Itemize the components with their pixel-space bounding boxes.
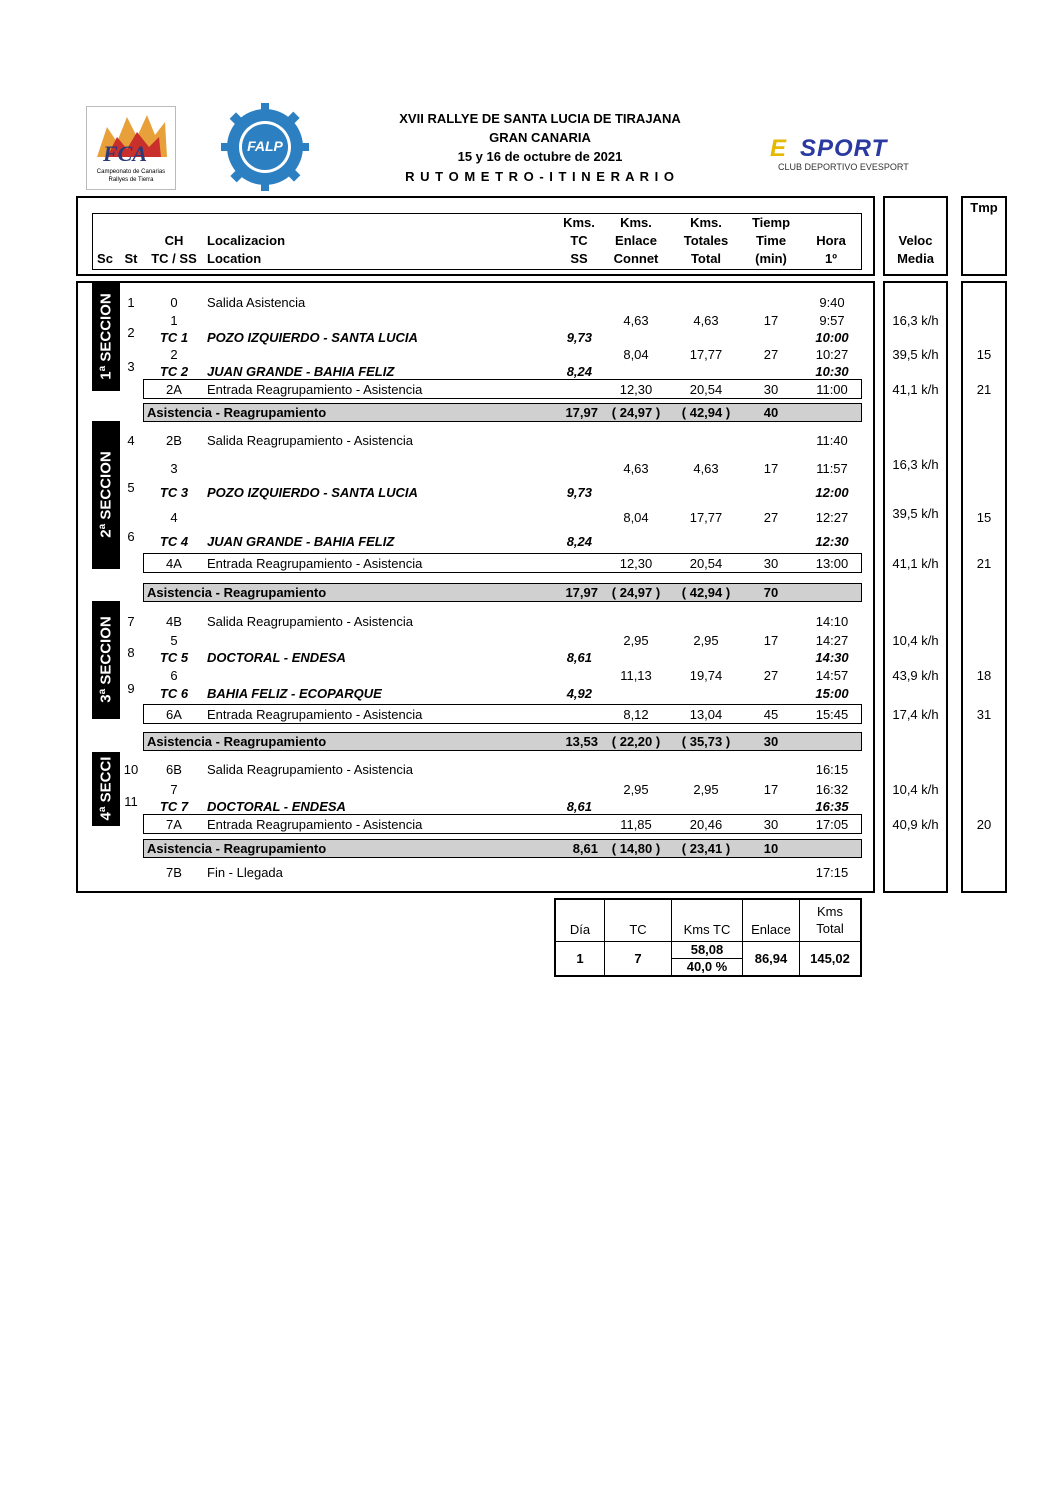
row-control: 6B [166, 762, 182, 777]
row-tmp: 20 [976, 817, 992, 832]
evesport-logo [770, 135, 915, 175]
col-kmtc-3: SS [570, 251, 588, 266]
row-minutes: 30 [763, 382, 779, 397]
subtotal-minutes: 70 [763, 585, 779, 600]
row-location: Entrada Reagrupamiento - Asistencia [207, 382, 423, 397]
row-kms-total: 4,63 [693, 313, 719, 328]
row-hora: 9:40 [819, 295, 845, 310]
row-location: POZO IZQUIERDO - SANTA LUCIA [207, 330, 418, 345]
row-control: TC 3 [159, 485, 189, 500]
summary-h-dia: Día [555, 899, 605, 941]
row-kms-tc: 9,73 [566, 330, 592, 345]
section-4-bar [92, 752, 120, 826]
col-kmtot-1: Kms. [690, 215, 722, 230]
summary-h-tc: TC [605, 899, 672, 941]
row-hora: 12:00 [815, 485, 849, 500]
row-kms-enlace: 11,13 [620, 668, 652, 683]
subtotal-enlace: ( 24,97 ) [611, 405, 661, 420]
row-control: 6 [170, 668, 178, 683]
row-hora: 10:27 [815, 347, 849, 362]
row-hora: 12:27 [815, 510, 849, 525]
row-kms-enlace: 12,30 [619, 382, 653, 397]
row-kms-enlace: 4,63 [623, 313, 649, 328]
row-hora: 15:00 [815, 686, 849, 701]
row-kms-tc: 9,73 [566, 485, 592, 500]
row-kms-total: 13,04 [689, 707, 723, 722]
col-kmtc-2: TC [570, 233, 588, 248]
row-control: 7A [166, 817, 182, 832]
row-kms-enlace: 2,95 [623, 633, 649, 648]
col-veloc-1: Veloc [898, 233, 933, 248]
subtotal-minutes: 10 [763, 841, 779, 856]
row-st: 9 [127, 681, 135, 696]
row-hora: 16:35 [815, 799, 849, 814]
subtotal-total: ( 42,94 ) [681, 405, 731, 420]
row-hora: 12:30 [815, 534, 849, 549]
row-control: TC 1 [159, 330, 189, 345]
row-st: 3 [127, 359, 135, 374]
summary-table [554, 898, 862, 977]
row-location: Entrada Reagrupamiento - Asistencia [207, 707, 423, 722]
row-kms-total: 17,77 [689, 510, 723, 525]
subtotal-kmtc: 13,53 [565, 734, 598, 749]
title-subtitle: R U T O M E T R O - I T I N E R A R I O [405, 169, 675, 184]
row-hora: 10:00 [815, 330, 849, 345]
title-dates: 15 y 16 de octubre de 2021 [457, 149, 623, 164]
row-kms-tc: 8,61 [566, 799, 592, 814]
row-control: TC 7 [159, 799, 189, 814]
row-minutes: 27 [763, 668, 779, 683]
col-veloc-2: Media [897, 251, 934, 266]
col-loc-2: Location [207, 251, 262, 266]
row-location: Salida Asistencia [207, 295, 306, 310]
row-minutes: 30 [763, 556, 779, 571]
row-hora: 9:57 [819, 313, 845, 328]
row-st: 8 [127, 645, 135, 660]
section-3-label: 3ª SECCION [97, 616, 115, 703]
row-st: 2 [127, 325, 135, 340]
row-kms-total: 17,77 [689, 347, 723, 362]
row-location: Entrada Reagrupamiento - Asistencia [207, 556, 423, 571]
section-2-label: 2ª SECCION [97, 451, 115, 538]
row-veloc: 10,4 k/h [892, 633, 939, 648]
row-veloc: 10,4 k/h [892, 782, 939, 797]
col-tmp: Tmp [970, 200, 998, 215]
row-veloc: 41,1 k/h [892, 382, 939, 397]
row-hora: 16:15 [815, 762, 849, 777]
summary-h-total: Kms Total [800, 899, 862, 941]
row-kms-enlace: 2,95 [623, 782, 649, 797]
row-st: 10 [123, 762, 139, 777]
row-hora: 11:57 [816, 461, 848, 476]
row-kms-total: 2,95 [693, 633, 719, 648]
evesport-e-mark: E [770, 135, 787, 162]
row-kms-total: 2,95 [693, 782, 719, 797]
subtotal-label: Asistencia - Reagrupamiento [147, 585, 327, 600]
row-location: Salida Reagrupamiento - Asistencia [207, 762, 413, 777]
row-st: 5 [127, 480, 135, 495]
row-control: 0 [170, 295, 178, 310]
col-kmtot-3: Total [690, 251, 722, 266]
section-2-bar [92, 421, 120, 569]
row-hora: 17:15 [815, 865, 849, 880]
summary-pct: 40,0 % [686, 958, 728, 974]
fca-logo [86, 106, 176, 190]
summary-enlace: 86,94 [743, 941, 800, 976]
col-time-1: Tiemp [751, 215, 791, 230]
row-veloc: 41,1 k/h [892, 556, 939, 571]
section-3-bar [92, 601, 120, 719]
subtotal-label: Asistencia - Reagrupamiento [147, 841, 327, 856]
row-kms-enlace: 8,04 [623, 510, 649, 525]
row-control: 6A [166, 707, 182, 722]
row-control: 2B [166, 433, 182, 448]
section-1-label: 1ª SECCION [97, 293, 115, 380]
section-1-bar [92, 283, 120, 391]
evesport-text: SPORT [800, 135, 888, 162]
col-hora-2: 1º [825, 251, 837, 266]
row-control: 3 [170, 461, 178, 476]
subtotal-total: ( 23,41 ) [681, 841, 731, 856]
row-hora: 13:00 [815, 556, 849, 571]
row-veloc: 39,5 k/h [892, 506, 939, 521]
subtotal-label: Asistencia - Reagrupamiento [147, 734, 327, 749]
col-st: St [124, 251, 138, 266]
row-kms-total: 20,54 [689, 382, 723, 397]
row-tmp: 15 [976, 510, 992, 525]
row-hora: 10:30 [815, 364, 849, 379]
row-location: DOCTORAL - ENDESA [207, 799, 346, 814]
col-sc: Sc [97, 251, 113, 266]
row-kms-total: 19,74 [689, 668, 723, 683]
summary-h-enlace: Enlace [743, 899, 800, 941]
row-control: 4 [170, 510, 178, 525]
subtotal-kmtc: 17,97 [565, 585, 598, 600]
row-control: 4B [166, 614, 182, 629]
row-st: 7 [127, 614, 135, 629]
row-location: POZO IZQUIERDO - SANTA LUCIA [207, 485, 418, 500]
row-minutes: 27 [763, 510, 779, 525]
col-kmen-1: Kms. [620, 215, 652, 230]
subtotal-enlace: ( 22,20 ) [611, 734, 661, 749]
row-control: 1 [170, 313, 178, 328]
row-hora: 11:00 [816, 382, 848, 397]
row-minutes: 17 [763, 313, 779, 328]
subtotal-label: Asistencia - Reagrupamiento [147, 405, 327, 420]
row-minutes: 17 [763, 461, 779, 476]
row-kms-total: 20,46 [689, 817, 723, 832]
row-tmp: 18 [976, 668, 992, 683]
row-hora: 14:57 [815, 668, 849, 683]
row-hora: 14:10 [815, 614, 849, 629]
row-kms-enlace: 12,30 [619, 556, 653, 571]
row-tmp: 21 [976, 382, 992, 397]
subtotal-kmtc: 17,97 [565, 405, 598, 420]
row-control: TC 2 [159, 364, 189, 379]
row-kms-tc: 8,24 [566, 534, 592, 549]
row-veloc: 17,4 k/h [892, 707, 939, 722]
row-minutes: 17 [763, 633, 779, 648]
row-control: 7 [170, 782, 178, 797]
row-tmp: 15 [976, 347, 992, 362]
row-kms-enlace: 8,12 [623, 707, 649, 722]
col-ch-2: TC / SS [151, 251, 197, 266]
summary-total: 145,02 [800, 941, 862, 976]
veloc-body-frame [883, 281, 948, 893]
fca-text: FCA [103, 141, 148, 166]
summary-kmstc: 58,08 [672, 942, 742, 959]
row-kms-total: 4,63 [693, 461, 719, 476]
row-kms-tc: 4,92 [566, 686, 592, 701]
row-veloc: 39,5 k/h [892, 347, 939, 362]
row-kms-enlace: 11,85 [620, 817, 652, 832]
section-4-label: 4ª SECCI [97, 756, 115, 821]
row-location: Fin - Llegada [207, 865, 283, 880]
falp-logo [220, 102, 310, 192]
falp-text: FALP [247, 138, 283, 154]
fca-caption-2: Rallyes de Tierra [108, 177, 154, 183]
row-st: 6 [127, 529, 135, 544]
title-line-2: GRAN CANARIA [489, 130, 591, 145]
row-control: TC 4 [159, 534, 189, 549]
row-veloc: 16,3 k/h [892, 457, 939, 472]
col-kmen-2: Enlace [615, 233, 657, 248]
row-control: 2 [170, 347, 178, 362]
row-location: Salida Reagrupamiento - Asistencia [207, 614, 413, 629]
row-location: JUAN GRANDE - BAHIA FELIZ [207, 364, 395, 379]
subtotal-minutes: 30 [763, 734, 779, 749]
row-control: TC 5 [159, 650, 189, 665]
summary-kmstc-cell [672, 941, 743, 976]
tmp-body-frame [961, 281, 1007, 893]
row-kms-enlace: 4,63 [623, 461, 649, 476]
col-time-3: (min) [755, 251, 787, 266]
row-veloc: 43,9 k/h [892, 668, 939, 683]
row-tmp: 31 [976, 707, 992, 722]
row-hora: 14:30 [815, 650, 849, 665]
subtotal-total: ( 35,73 ) [681, 734, 731, 749]
row-kms-total: 20,54 [689, 556, 723, 571]
col-hora-1: Hora [816, 233, 846, 248]
subtotal-total: ( 42,94 ) [681, 585, 731, 600]
row-location: BAHIA FELIZ - ECOPARQUE [207, 686, 382, 701]
subtotal-minutes: 40 [763, 405, 779, 420]
row-st: 4 [127, 433, 135, 448]
row-hora: 11:40 [816, 433, 848, 448]
row-hora: 16:32 [815, 782, 849, 797]
col-kmtot-2: Totales [683, 233, 729, 248]
summary-tc: 7 [605, 941, 672, 976]
col-time-2: Time [755, 233, 787, 248]
col-kmtc-1: Kms. [563, 215, 595, 230]
title-line-1: XVII RALLYE DE SANTA LUCIA DE TIRAJANA [399, 111, 681, 126]
row-control: 2A [166, 382, 182, 397]
subtotal-enlace: ( 14,80 ) [611, 841, 661, 856]
row-st: 1 [127, 295, 135, 310]
row-veloc: 16,3 k/h [892, 313, 939, 328]
subtotal-enlace: ( 24,97 ) [611, 585, 661, 600]
row-minutes: 27 [763, 347, 779, 362]
row-control: 7B [166, 865, 182, 880]
row-minutes: 30 [763, 817, 779, 832]
row-control: 4A [166, 556, 182, 571]
row-hora: 17:05 [815, 817, 849, 832]
row-minutes: 45 [763, 707, 779, 722]
col-kmen-3: Connet [613, 251, 659, 266]
fca-caption-1: Campeonato de Canarias [96, 169, 166, 175]
row-hora: 15:45 [815, 707, 849, 722]
col-ch-1: CH [164, 233, 184, 248]
summary-h-kmstc: Kms TC [672, 899, 743, 941]
row-location: Entrada Reagrupamiento - Asistencia [207, 817, 423, 832]
row-kms-tc: 8,24 [566, 364, 592, 379]
row-kms-tc: 8,61 [566, 650, 592, 665]
row-kms-enlace: 8,04 [623, 347, 649, 362]
row-control: TC 6 [159, 686, 189, 701]
row-location: DOCTORAL - ENDESA [207, 650, 346, 665]
row-hora: 14:27 [815, 633, 849, 648]
summary-dia: 1 [555, 941, 605, 976]
subtotal-kmtc: 8,61 [572, 841, 598, 856]
row-location: Salida Reagrupamiento - Asistencia [207, 433, 413, 448]
row-control: 5 [170, 633, 178, 648]
row-location: JUAN GRANDE - BAHIA FELIZ [207, 534, 395, 549]
row-st: 11 [124, 794, 138, 809]
row-minutes: 17 [763, 782, 779, 797]
col-loc-1: Localizacion [207, 233, 286, 248]
row-tmp: 21 [976, 556, 992, 571]
row-veloc: 40,9 k/h [892, 817, 939, 832]
evesport-caption: CLUB DEPORTIVO EVESPORT [778, 162, 909, 172]
